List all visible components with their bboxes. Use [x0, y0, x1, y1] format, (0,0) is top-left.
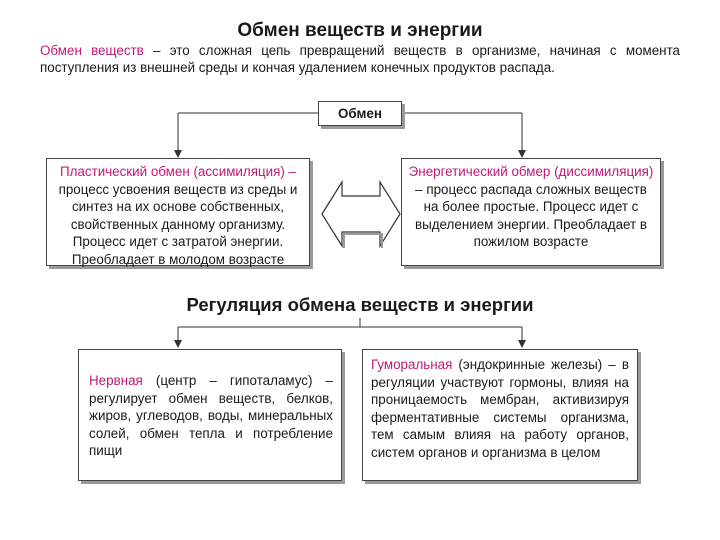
humoral-regulation-box [362, 349, 638, 481]
intro-term: Обмен веществ [40, 43, 144, 58]
metabolism-label: Обмен [338, 106, 382, 121]
energy-text: – процесс распада сложных веществ на более простые. Процесс идет с выделением энергии. Преобладает в пожилом возрасте [415, 181, 647, 249]
nervous-text: (центр – гипоталамус) – регулирует обмен веществ, белков, жиров, углеводов, воды, минеральных солей, обмен тепла и потребление пищи [89, 373, 333, 458]
intro-text: – это сложная цепь превращений веществ в организме, начиная с момента поступления из внешней среды и кончая удалением конечных продуктов распада. [40, 43, 680, 75]
arrowhead-nervous [174, 340, 182, 348]
humoral-text: (эндокринные железы) – в регуляции участвуют гормоны, влияя на проницаемость мембран, активизируя ферментативные системы организма, тем самым влияя на работу органов, систем органов и организма в целом [371, 357, 629, 460]
regulation-title: Регуляция обмена веществ и энергии [186, 294, 534, 315]
arrowhead-left [174, 150, 182, 158]
plastic-metabolism-box [46, 158, 310, 266]
double-arrow [322, 182, 400, 246]
page-title: Обмен веществ и энергии [237, 20, 483, 41]
energy-metabolism-box [401, 158, 661, 266]
arrowhead-humoral [518, 340, 526, 348]
nervous-term: Нервная [89, 373, 143, 388]
arrowhead-right [518, 150, 526, 158]
plastic-term: Пластический обмен (ассимиляция) – [60, 164, 296, 179]
energy-term: Энергетический обмер (диссимиляция) [408, 164, 654, 179]
metabolism-box [318, 101, 402, 126]
plastic-text: процесс усвоения веществ из среды и синтез на их основе собственных, свойственных данному организму. Процесс идет с затратой энергии. Преобладает в молодом возрасте [58, 181, 298, 267]
humoral-term: Гуморальная [371, 357, 453, 372]
intro-paragraph [40, 42, 680, 76]
nervous-regulation-box [78, 349, 342, 481]
